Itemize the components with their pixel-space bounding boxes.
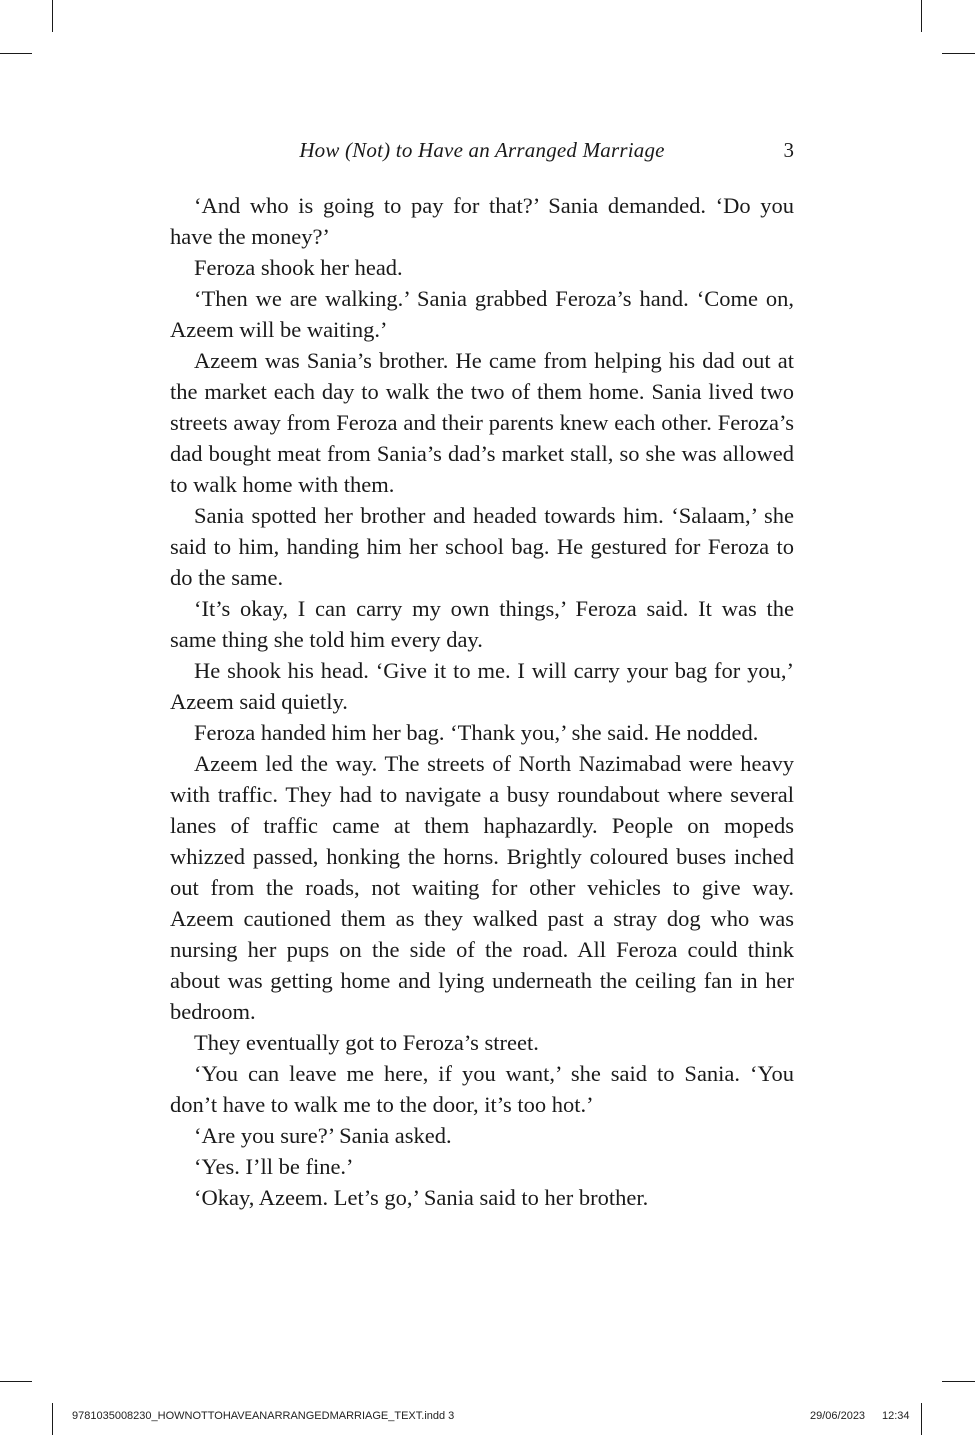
crop-mark-top-left-horizontal: [0, 53, 32, 54]
paragraph: ‘And who is going to pay for that?’ Sania demanded. ‘Do you have the money?’: [170, 193, 794, 249]
crop-mark-top-right-vertical: [921, 0, 922, 32]
paragraph: Sania spotted her brother and headed towards him. ‘Salaam,’ she said to him, handing him her school bag. He gestured for Feroza to do the same.: [170, 503, 794, 590]
crop-mark-bottom-right-vertical: [921, 1403, 922, 1435]
paragraph: They eventually got to Feroza’s street.: [194, 1030, 539, 1055]
crop-mark-bottom-left-horizontal: [0, 1381, 32, 1382]
running-title: How (Not) to Have an Arranged Marriage: [299, 138, 665, 162]
crop-mark-bottom-right-horizontal: [942, 1381, 975, 1382]
paragraph: ‘Then we are walking.’ Sania grabbed Feroza’s hand. ‘Come on, Azeem will be waiting.’: [170, 286, 794, 342]
body-text: [170, 190, 794, 1213]
slug-date: 29/06/2023: [810, 1410, 866, 1422]
paragraph: ‘Yes. I’ll be fine.’: [194, 1154, 354, 1179]
crop-mark-top-left-vertical: [52, 0, 53, 32]
paragraph: ‘Okay, Azeem. Let’s go,’ Sania said to her brother.: [194, 1185, 649, 1210]
paragraph: Feroza shook her head.: [194, 255, 403, 280]
paragraph: Azeem was Sania’s brother. He came from helping his dad out at the market each day to walk the two of them home. Sania lived two streets away from Feroza and their parents knew each other. Feroza’s dad bought meat from Sania’s dad’s market stall, so she was allowed to walk home with them.: [170, 348, 794, 497]
slug-filename: 9781035008230_HOWNOTTOHAVEANARRANGEDMARRIAGE_TEXT.indd 3: [72, 1410, 455, 1422]
crop-mark-top-right-horizontal: [942, 53, 975, 54]
page-number: 3: [783, 138, 794, 162]
paragraph: He shook his head. ‘Give it to me. I will carry your bag for you,’ Azeem said quietly.: [170, 658, 794, 714]
paragraph: Feroza handed him her bag. ‘Thank you,’ she said. He nodded.: [194, 720, 759, 745]
paragraph: ‘Are you sure?’ Sania asked.: [194, 1123, 452, 1148]
paragraph: ‘You can leave me here, if you want,’ she said to Sania. ‘You don’t have to walk me to the door, it’s too hot.’: [170, 1061, 794, 1117]
running-head: [170, 138, 794, 168]
crop-mark-bottom-left-vertical: [52, 1403, 53, 1435]
paragraph: Azeem led the way. The streets of North Nazimabad were heavy with traffic. They had to navigate a busy roundabout where several lanes of traffic came at them haphazardly. People on mopeds whizzed passed, honking the horns. Brightly coloured buses inched out from the roads, not waiting for other vehicles to give way. Azeem cautioned them as they walked past a stray dog who was nursing her pups on the side of the road. All Feroza could think about was getting home and lying underneath the ceiling fan in her bedroom.: [170, 751, 794, 1024]
slug-time: 12:34: [882, 1410, 910, 1422]
paragraph: ‘It’s okay, I can carry my own things,’ Feroza said. It was the same thing she told him every day.: [170, 596, 794, 652]
